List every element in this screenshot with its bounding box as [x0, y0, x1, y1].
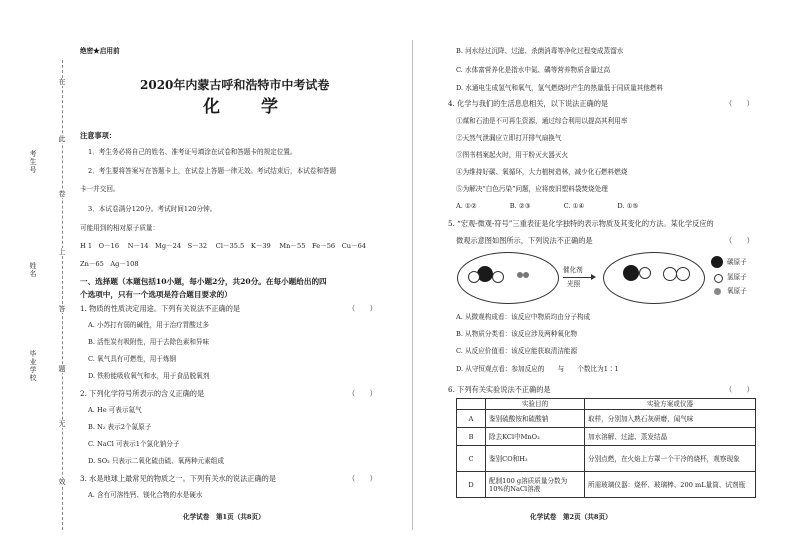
- question-6: 6. 下列有关实验说法不正确的是: [448, 385, 551, 394]
- notes-heading: 注意事项：: [80, 131, 116, 140]
- option-d: D. SO₂ 只表示二氧化硫由硫、氧两种元素组成: [88, 457, 224, 465]
- arrow-label-top: 催化剂: [563, 266, 583, 274]
- question-2: 2. 下列化学符号所表示的含义正确的是: [80, 389, 205, 398]
- oxygen-atom: [676, 267, 690, 281]
- margin-label-name: 姓名: [29, 262, 37, 278]
- page-footer: 化学试卷 第2页（共8页）: [530, 513, 612, 521]
- table-cell: 鉴别硫酸铵和硫酸钠: [486, 410, 585, 428]
- table-header: 实验目的: [486, 399, 585, 410]
- table-cell: C: [457, 446, 486, 472]
- arrow-head: [591, 274, 596, 280]
- answer-paren: （ ）: [348, 474, 377, 483]
- hydrogen-atom: [714, 274, 723, 283]
- oxygen-atom: [663, 267, 677, 281]
- table-header: 实验方案或仪器: [585, 399, 756, 410]
- question-4: 4. 化学与我们的生活息息相关，以下说法正确的是: [448, 99, 609, 108]
- table-cell: 鉴别CO和H₂: [486, 446, 585, 472]
- note-line: 1．考生务必将自己的姓名、准考证号填涂在试卷和答题卡的规定位置。: [88, 148, 297, 156]
- margin-label-school: 毕业学校: [29, 350, 37, 382]
- section-heading: 个选项中，只有一个选项是符合题目要求的）: [80, 290, 232, 299]
- binding-line: [62, 60, 63, 530]
- table-cell: D: [457, 472, 486, 498]
- option-a: A. He 可表示氦气: [88, 406, 142, 414]
- oxygen-atom: [492, 271, 504, 283]
- option-b: B. N₂ 表示2个氮原子: [88, 423, 152, 431]
- margin-label-student-id: 考生号: [29, 150, 37, 174]
- margin-char: 无: [58, 420, 66, 428]
- answer-paren: （ ）: [725, 236, 754, 245]
- option-b: B. 活性炭有吸附性，用于去除色素和异味: [88, 338, 210, 346]
- note-line: 3．本试卷满分120分。考试时间120分钟。: [88, 205, 217, 213]
- reaction-arrow: [563, 277, 593, 278]
- page-divider: [412, 40, 413, 530]
- option-b: B. 河水经过沉降、过滤、杀菌消毒等净化过程变成蒸馏水: [456, 47, 624, 55]
- option-c: C. 氧气具有可燃性，用于炼钢: [88, 355, 177, 363]
- note-line: 卡一并交回。: [80, 185, 120, 193]
- reaction-diagram: [455, 250, 755, 310]
- statement: ④为维持好碳、氧循环，大力植树造林，减少化石燃料燃烧: [456, 168, 628, 176]
- note-line: 2．考生要将答案写在答题卡上，在试卷上答题一律无效。考试结束后，本试卷和答题: [88, 167, 337, 175]
- answer-paren: （ ）: [725, 385, 754, 394]
- carbon-atom: [623, 265, 639, 281]
- oxygen-atom: [468, 271, 480, 283]
- secret-label: 绝密★启用前: [80, 47, 120, 55]
- legend-oxygen: 氧原子: [727, 287, 747, 295]
- arrow-label-bottom: 光照: [567, 280, 581, 288]
- oxygen-atom: [714, 288, 721, 295]
- option-c: C. NaCl 可表示1个氯化钠分子: [88, 440, 180, 448]
- statement: ③图书档案起火时，用干粉灭火器灭火: [456, 151, 569, 159]
- mass-heading: 可能用到的相对原子质量：: [80, 224, 160, 232]
- table-row: [457, 472, 756, 498]
- carbon-atom: [711, 256, 723, 268]
- legend-carbon: 碳原子: [727, 258, 747, 266]
- table-header-row: [457, 399, 756, 410]
- experiment-table: [456, 398, 756, 498]
- section-heading: 一、选择题（本题包括10小题，每小题2分，共20分。在每小题给出的四: [80, 277, 327, 286]
- mass-line-2: Zn－65 Ag－108: [80, 260, 139, 268]
- answer-paren: （ ）: [348, 389, 377, 398]
- margin-char: 题: [58, 365, 66, 373]
- question-5-cont: 微观示意图如图所示，下列说法不正确的是: [456, 236, 593, 245]
- margin-char: 此: [58, 135, 66, 143]
- answer-paren: （ ）: [348, 304, 377, 313]
- subject-title: 化 学: [203, 97, 290, 117]
- mass-line-1: H 1 O－16 N－14 Mg－24 S－32 Cl－35.5 K－39 Mn－55 Fe－56 Cu－64: [80, 242, 366, 250]
- table-cell: 分别点燃，在火焰上方罩一个干冷的烧杯，观察现象: [585, 446, 756, 472]
- table-cell: B: [457, 428, 486, 446]
- exam-title: 2020年内蒙古呼和浩特市中考试卷: [140, 78, 330, 92]
- options-row: A. ①② B. ②③ C. ①④ D. ①⑤: [456, 202, 639, 210]
- margin-char: 在: [58, 78, 66, 86]
- option-d: D. 水通电生成氢气和氧气，氢气燃烧时产生的热量低于同质量其他燃料: [456, 84, 664, 92]
- margin-char: 卷: [58, 190, 66, 198]
- table-cell: 配制100 g溶质质量分数为10%的NaCl溶液: [486, 472, 585, 498]
- margin-char: 效: [58, 478, 66, 486]
- table-row: [457, 428, 756, 446]
- margin-char: 上: [58, 248, 66, 256]
- statement: ⑤为解决“白色污染”问题，应将废旧塑料袋焚烧处理: [456, 185, 608, 193]
- table-header: [457, 399, 486, 410]
- table-cell: A: [457, 410, 486, 428]
- oxygen-atom: [639, 267, 651, 279]
- statement: ②天然气泄漏应立即打开排气扇换气: [456, 134, 562, 142]
- question-1: 1. 物质的性质决定用途。下列有关说法不正确的是: [80, 304, 241, 313]
- table-row: [457, 410, 756, 428]
- answer-paren: （ ）: [725, 99, 754, 108]
- table-cell: 加水溶解、过滤、蒸发结晶: [585, 428, 756, 446]
- question-3: 3. 水是地球上最常见的物质之一。下列有关水的说法正确的是: [80, 474, 277, 483]
- option-c: C. 水体富营养化是指水中氮、磷等营养物质含量过高: [456, 66, 611, 74]
- option-a: A. 含有可溶性钙、镁化合物的水是硬水: [88, 491, 203, 499]
- option-d: D. 铁粉能吸收氧气和水，用于食品脱氧剂: [88, 372, 210, 380]
- statement: ①煤和石油是不可再生资源，通过综合利用以提高其利用率: [456, 117, 628, 125]
- margin-char: 答: [58, 305, 66, 313]
- question-5: 5. “宏观-微观-符号”三重表征是化学独特的表示物质及其变化的方法。某化学反应的: [448, 219, 714, 228]
- product-ellipse: [603, 252, 705, 304]
- page-footer: 化学试卷 第1页（共8页）: [183, 513, 265, 521]
- table-cell: 除去KCl中MnO₂: [486, 428, 585, 446]
- option-b: B. 从物质分类看：该反应涉及两种氧化物: [456, 330, 578, 338]
- option-c: C. 从反应价值看：该反应能获取清洁能源: [456, 347, 578, 355]
- table-row: [457, 446, 756, 472]
- option-a: A. 小苏打有弱的碱性，用于治疗胃酸过多: [88, 321, 210, 329]
- option-a: A. 从微观构成看：该反应中物质均由分子构成: [456, 313, 591, 321]
- table-cell: 所需玻璃仪器：烧杯、玻璃棒、200 mL量筒、试剂瓶: [585, 472, 756, 498]
- table-cell: 取样，分别加入熟石灰研磨，闻气味: [585, 410, 756, 428]
- legend-hydrogen: 氢原子: [727, 273, 747, 281]
- option-d: D. 从守恒观点看：参加反应的 与 个数比为1∶1: [456, 365, 619, 373]
- hydrogen-atom: [523, 272, 529, 278]
